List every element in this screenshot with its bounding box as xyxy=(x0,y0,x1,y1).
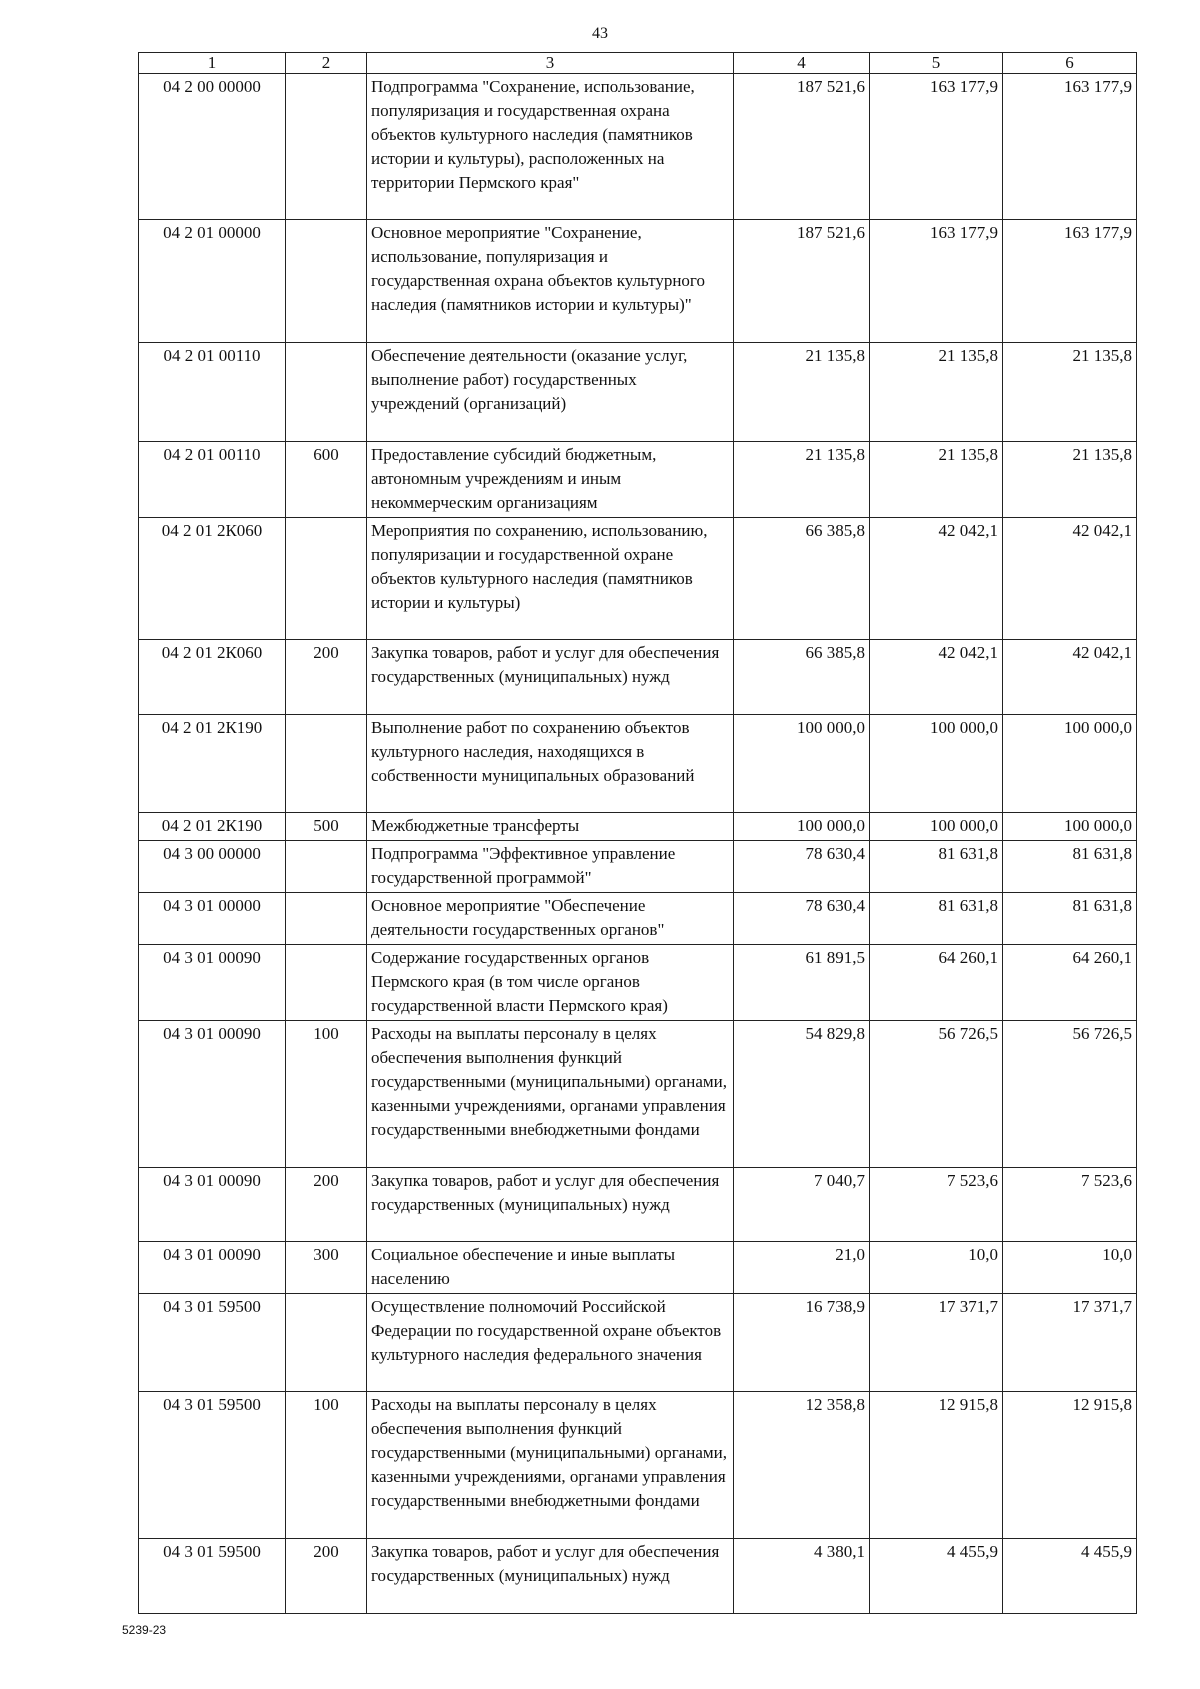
table-row xyxy=(139,1021,1137,1168)
amount-col-5: 10,0 xyxy=(870,1242,1003,1294)
amount-col-5: 4 455,9 xyxy=(870,1539,1003,1614)
amount-col-4: 21,0 xyxy=(734,1242,870,1294)
amount-col-6: 64 260,1 xyxy=(1003,945,1137,1021)
amount-col-6: 7 523,6 xyxy=(1003,1168,1137,1242)
amount-col-6: 56 726,5 xyxy=(1003,1021,1137,1168)
target-article-code: 04 2 01 00110 xyxy=(139,343,286,442)
table-row xyxy=(139,1392,1137,1539)
amount-col-6: 42 042,1 xyxy=(1003,640,1137,715)
row-description: Подпрограмма "Эффективное управление государственной программой" xyxy=(367,841,734,893)
expense-type-code xyxy=(286,343,367,442)
document-code: 5239-23 xyxy=(122,1623,167,1637)
amount-col-5: 64 260,1 xyxy=(870,945,1003,1021)
amount-col-4: 66 385,8 xyxy=(734,640,870,715)
table-row xyxy=(139,841,1137,893)
table-row xyxy=(139,1294,1137,1392)
target-article-code: 04 3 00 00000 xyxy=(139,841,286,893)
expense-type-code xyxy=(286,220,367,343)
budget-table xyxy=(138,52,1137,1614)
amount-col-5: 42 042,1 xyxy=(870,640,1003,715)
expense-type-code: 300 xyxy=(286,1242,367,1294)
target-article-code: 04 3 01 00090 xyxy=(139,1242,286,1294)
target-article-code: 04 2 01 2К060 xyxy=(139,640,286,715)
amount-col-6: 100 000,0 xyxy=(1003,715,1137,813)
target-article-code: 04 2 01 00000 xyxy=(139,220,286,343)
table-row xyxy=(139,1168,1137,1242)
amount-col-6: 4 455,9 xyxy=(1003,1539,1137,1614)
row-description: Закупка товаров, работ и услуг для обеспечения государственных (муниципальных) нужд xyxy=(367,640,734,715)
table-row xyxy=(139,74,1137,220)
row-description: Обеспечение деятельности (оказание услуг, выполнение работ) государственных учреждений (организаций) xyxy=(367,343,734,442)
amount-col-6: 163 177,9 xyxy=(1003,220,1137,343)
amount-col-4: 187 521,6 xyxy=(734,74,870,220)
expense-type-code: 100 xyxy=(286,1392,367,1539)
row-description: Выполнение работ по сохранению объектов культурного наследия, находящихся в собственности муниципальных образований xyxy=(367,715,734,813)
amount-col-6: 12 915,8 xyxy=(1003,1392,1137,1539)
amount-col-4: 100 000,0 xyxy=(734,715,870,813)
target-article-code: 04 3 01 00090 xyxy=(139,1021,286,1168)
amount-col-4: 78 630,4 xyxy=(734,841,870,893)
target-article-code: 04 3 01 00090 xyxy=(139,945,286,1021)
table-row xyxy=(139,1242,1137,1294)
amount-col-5: 100 000,0 xyxy=(870,715,1003,813)
row-description: Осуществление полномочий Российской Федерации по государственной охране объектов культурного наследия федерального значения xyxy=(367,1294,734,1392)
column-number-2: 2 xyxy=(286,53,367,74)
row-description: Расходы на выплаты персоналу в целях обеспечения выполнения функций государственными (муниципальными) органами, казенными учреждениями, органами управления государственными внебюджетными фондами xyxy=(367,1021,734,1168)
amount-col-4: 21 135,8 xyxy=(734,343,870,442)
table-row xyxy=(139,945,1137,1021)
column-number-4: 4 xyxy=(734,53,870,74)
row-description: Закупка товаров, работ и услуг для обеспечения государственных (муниципальных) нужд xyxy=(367,1168,734,1242)
expense-type-code: 100 xyxy=(286,1021,367,1168)
amount-col-4: 54 829,8 xyxy=(734,1021,870,1168)
row-description: Расходы на выплаты персоналу в целях обеспечения выполнения функций государственными (муниципальными) органами, казенными учреждениями, органами управления государственными внебюджетными фондами xyxy=(367,1392,734,1539)
amount-col-5: 100 000,0 xyxy=(870,813,1003,841)
target-article-code: 04 2 00 00000 xyxy=(139,74,286,220)
target-article-code: 04 2 01 2К190 xyxy=(139,715,286,813)
table-row xyxy=(139,343,1137,442)
target-article-code: 04 2 01 2К190 xyxy=(139,813,286,841)
expense-type-code: 500 xyxy=(286,813,367,841)
table-row xyxy=(139,1539,1137,1614)
column-number-5: 5 xyxy=(870,53,1003,74)
amount-col-5: 81 631,8 xyxy=(870,893,1003,945)
expense-type-code: 600 xyxy=(286,442,367,518)
expense-type-code xyxy=(286,74,367,220)
table-row xyxy=(139,518,1137,640)
amount-col-5: 7 523,6 xyxy=(870,1168,1003,1242)
table-row xyxy=(139,715,1137,813)
target-article-code: 04 3 01 00000 xyxy=(139,893,286,945)
amount-col-6: 10,0 xyxy=(1003,1242,1137,1294)
target-article-code: 04 3 01 00090 xyxy=(139,1168,286,1242)
expense-type-code: 200 xyxy=(286,1168,367,1242)
expense-type-code: 200 xyxy=(286,1539,367,1614)
amount-col-4: 187 521,6 xyxy=(734,220,870,343)
amount-col-5: 12 915,8 xyxy=(870,1392,1003,1539)
amount-col-6: 81 631,8 xyxy=(1003,841,1137,893)
expense-type-code xyxy=(286,893,367,945)
row-description: Социальное обеспечение и иные выплаты населению xyxy=(367,1242,734,1294)
amount-col-4: 21 135,8 xyxy=(734,442,870,518)
target-article-code: 04 3 01 59500 xyxy=(139,1539,286,1614)
amount-col-5: 163 177,9 xyxy=(870,74,1003,220)
row-description: Основное мероприятие "Сохранение, использование, популяризация и государственная охрана объектов культурного наследия (памятников истории и культуры)" xyxy=(367,220,734,343)
column-number-1: 1 xyxy=(139,53,286,74)
target-article-code: 04 2 01 2К060 xyxy=(139,518,286,640)
amount-col-5: 42 042,1 xyxy=(870,518,1003,640)
amount-col-6: 100 000,0 xyxy=(1003,813,1137,841)
amount-col-4: 12 358,8 xyxy=(734,1392,870,1539)
target-article-code: 04 3 01 59500 xyxy=(139,1294,286,1392)
amount-col-4: 100 000,0 xyxy=(734,813,870,841)
amount-col-4: 78 630,4 xyxy=(734,893,870,945)
amount-col-6: 42 042,1 xyxy=(1003,518,1137,640)
amount-col-4: 66 385,8 xyxy=(734,518,870,640)
table-row xyxy=(139,220,1137,343)
table-row xyxy=(139,893,1137,945)
amount-col-6: 81 631,8 xyxy=(1003,893,1137,945)
amount-col-6: 21 135,8 xyxy=(1003,343,1137,442)
page-number: 43 xyxy=(592,25,608,42)
amount-col-4: 61 891,5 xyxy=(734,945,870,1021)
amount-col-6: 17 371,7 xyxy=(1003,1294,1137,1392)
amount-col-5: 21 135,8 xyxy=(870,343,1003,442)
amount-col-5: 81 631,8 xyxy=(870,841,1003,893)
row-description: Подпрограмма "Сохранение, использование, популяризация и государственная охрана объектов культурного наследия (памятников истории и культуры), расположенных на территории Пермского края" xyxy=(367,74,734,220)
table-row xyxy=(139,442,1137,518)
expense-type-code xyxy=(286,1294,367,1392)
amount-col-4: 4 380,1 xyxy=(734,1539,870,1614)
table-row xyxy=(139,813,1137,841)
amount-col-5: 163 177,9 xyxy=(870,220,1003,343)
expense-type-code xyxy=(286,841,367,893)
amount-col-4: 7 040,7 xyxy=(734,1168,870,1242)
column-number-6: 6 xyxy=(1003,53,1137,74)
expense-type-code xyxy=(286,945,367,1021)
amount-col-5: 56 726,5 xyxy=(870,1021,1003,1168)
expense-type-code xyxy=(286,518,367,640)
column-number-row xyxy=(139,53,1137,74)
table-row xyxy=(139,640,1137,715)
amount-col-5: 21 135,8 xyxy=(870,442,1003,518)
amount-col-5: 17 371,7 xyxy=(870,1294,1003,1392)
column-number-3: 3 xyxy=(367,53,734,74)
expense-type-code: 200 xyxy=(286,640,367,715)
row-description: Межбюджетные трансферты xyxy=(367,813,734,841)
row-description: Мероприятия по сохранению, использованию, популяризации и государственной охране объектов культурного наследия (памятников истории и культуры) xyxy=(367,518,734,640)
expense-type-code xyxy=(286,715,367,813)
row-description: Предоставление субсидий бюджетным, автономным учреждениям и иным некоммерческим организациям xyxy=(367,442,734,518)
row-description: Закупка товаров, работ и услуг для обеспечения государственных (муниципальных) нужд xyxy=(367,1539,734,1614)
amount-col-6: 21 135,8 xyxy=(1003,442,1137,518)
row-description: Содержание государственных органов Пермского края (в том числе органов государственной власти Пермского края) xyxy=(367,945,734,1021)
target-article-code: 04 2 01 00110 xyxy=(139,442,286,518)
amount-col-4: 16 738,9 xyxy=(734,1294,870,1392)
amount-col-6: 163 177,9 xyxy=(1003,74,1137,220)
target-article-code: 04 3 01 59500 xyxy=(139,1392,286,1539)
row-description: Основное мероприятие "Обеспечение деятельности государственных органов" xyxy=(367,893,734,945)
